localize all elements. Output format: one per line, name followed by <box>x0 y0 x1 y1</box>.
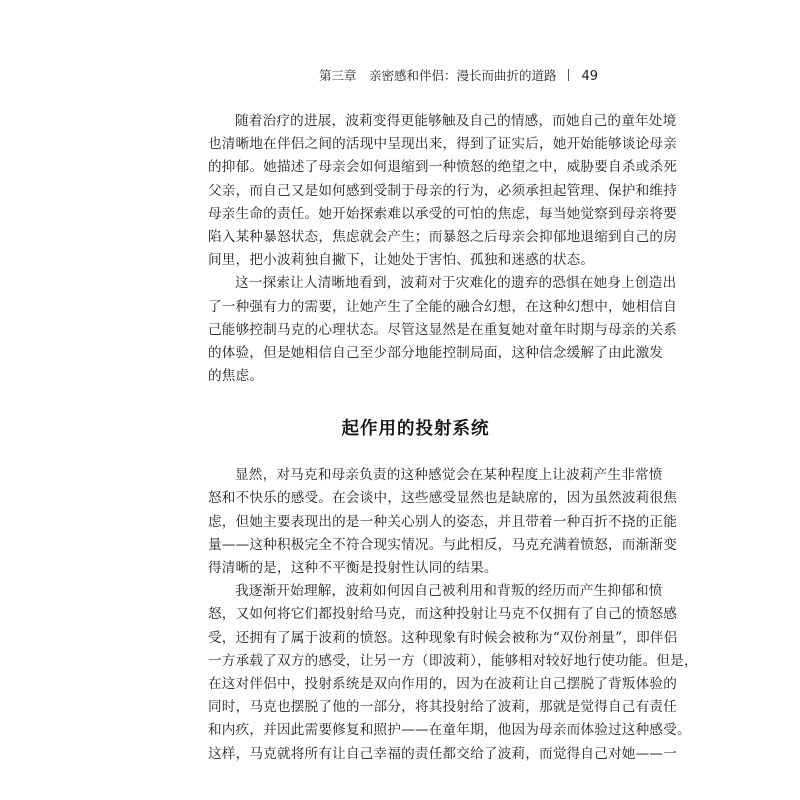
text-line: 间里，把小波莉独自撇下，让她处于害怕、孤独和迷惑的状态。 <box>208 252 595 269</box>
text-line: 了一种强有力的需要，让她产生了全能的融合幻想，在这种幻想中，她相信自 <box>208 298 677 315</box>
text-line: 一方承载了双方的感受，让另一方（即波莉），能够相对较好地行使功能。但是， <box>208 652 698 669</box>
paragraph-1 <box>208 110 677 272</box>
paragraph-2 <box>208 272 677 388</box>
text-line: 的抑郁。她描述了母亲会如何退缩到一种愤怒的绝望之中，威胁要自杀或杀死 <box>208 159 677 176</box>
text-line: 显然，对马克和母亲负责的这种感觉会在某种程度上让波莉产生非常愤 <box>235 467 663 484</box>
text-line: 虑，但她主要表现出的是一种关心别人的姿态，并且带着一种百折不挠的正能 <box>208 513 677 530</box>
text-line: 的焦虑。 <box>208 368 264 385</box>
text-line: 怒和不快乐的感受。在会谈中，这些感受显然也是缺席的，因为虽然波莉很焦 <box>208 490 677 507</box>
running-header <box>200 66 598 84</box>
paragraph-3 <box>208 464 677 580</box>
text-line: 在这对伴侣中，投射系统是双向作用的，因为在波莉让自己摆脱了背叛体验的 <box>208 675 677 692</box>
page-number: 49 <box>581 69 598 84</box>
text-line: 也清晰地在伴侣之间的活现中呈现出来，得到了证实后，她开始能够谈论母亲 <box>208 136 677 153</box>
body-text <box>208 110 698 766</box>
chapter-title: 第三章 亲密感和伴侣：漫长而曲折的道路 <box>318 68 557 83</box>
text-line: 陷入某种暴怒状态，焦虑就会产生；而暴怒之后母亲会抑郁地退缩到自己的房 <box>208 228 677 245</box>
text-line: 的体验，但是她相信自己至少部分地能控制局面，这种信念缓解了由此激发 <box>208 344 664 361</box>
header-separator <box>568 69 569 81</box>
text-line: 怒，又如何将它们都投射给马克，而这种投射让马克不仅拥有了自己的愤怒感 <box>208 606 677 623</box>
text-line: 我逐渐开始理解，波莉如何因自己被利用和背叛的经历而产生抑郁和愤 <box>235 583 663 600</box>
text-line: 同时，马克也摆脱了他的一部分，将其投射给了波莉，那就是觉得自己有责任 <box>208 699 677 716</box>
text-line: 这样，马克就将所有让自己幸福的责任都交给了波莉，而觉得自己对她——一 <box>208 745 677 762</box>
text-line: 母亲生命的责任。她开始探索难以承受的可怕的焦虑，每当她觉察到母亲将要 <box>208 205 677 222</box>
text-line: 受，还拥有了属于波莉的愤怒。这种现象有时候会被称为“双份剂量”，即伴侣 <box>208 629 678 646</box>
text-line: 量——这种积极完全不符合现实情况。与此相反，马克充满着愤怒，而渐渐变 <box>208 536 677 553</box>
text-line: 己能够控制马克的心理状态。尽管这显然是在重复她对童年时期与母亲的关系 <box>208 321 677 338</box>
text-line: 和内疚，并因此需要修复和照护——在童年期，他因为母亲而体验过这种感受。 <box>208 722 691 739</box>
text-line: 父亲，而自己又是如何感到受制于母亲的行为，必须承担起管理、保护和维持 <box>208 182 677 199</box>
text-line: 得清晰的是，这种不平衡是投射性认同的结果。 <box>208 560 498 576</box>
section-heading: 起作用的投射系统 <box>341 419 490 440</box>
text-line: 这一探索让人清晰地看到，波莉对于灾难化的遗弃的恐惧在她身上创造出 <box>235 275 677 292</box>
text-line: 随着治疗的进展，波莉变得更能够触及自己的情感，而她自己的童年处境 <box>235 113 677 129</box>
paragraph-4 <box>208 580 698 766</box>
